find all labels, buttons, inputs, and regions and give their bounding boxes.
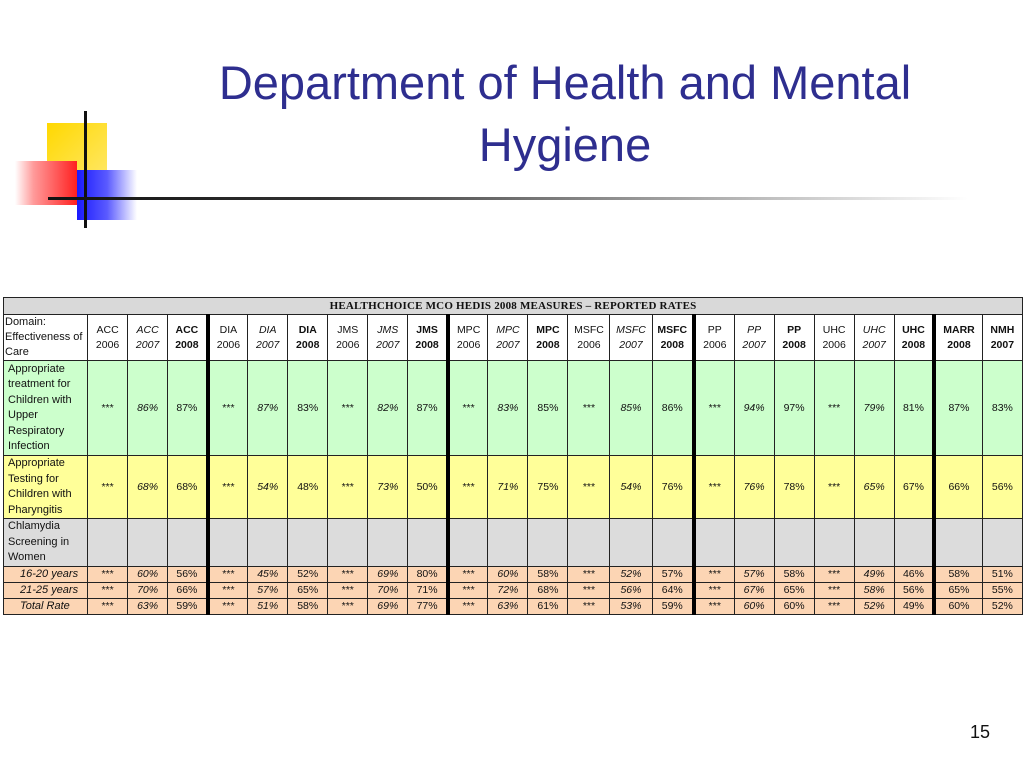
- hedis-table-container: [3, 297, 1023, 615]
- table-cell: 68%: [168, 456, 208, 519]
- table-cell: ***: [694, 582, 734, 598]
- table-cell: [248, 519, 288, 567]
- table-cell: ***: [568, 598, 610, 614]
- table-cell: ***: [328, 566, 368, 582]
- table-cell: 49%: [854, 566, 894, 582]
- table-cell: 57%: [248, 582, 288, 598]
- table-cell: 87%: [408, 361, 448, 456]
- table-cell: 76%: [652, 456, 694, 519]
- table-cell: [368, 519, 408, 567]
- table-cell: 85%: [528, 361, 568, 456]
- table-cell: 87%: [248, 361, 288, 456]
- table-cell: ***: [814, 582, 854, 598]
- table-cell: 51%: [982, 566, 1022, 582]
- table-cell: ***: [328, 361, 368, 456]
- column-header: MPC 2007: [488, 315, 528, 361]
- table-row: [4, 456, 1023, 519]
- table-cell: 65%: [774, 582, 814, 598]
- table-cell: ***: [448, 582, 488, 598]
- table-cell: [894, 519, 934, 567]
- logo-vertical-line: [84, 111, 87, 228]
- table-cell: [774, 519, 814, 567]
- table-cell: 65%: [934, 582, 982, 598]
- table-cell: 48%: [288, 456, 328, 519]
- column-header: PP 2006: [694, 315, 734, 361]
- column-header: DIA 2007: [248, 315, 288, 361]
- table-cell: [328, 519, 368, 567]
- table-cell: [168, 519, 208, 567]
- table-cell: 66%: [934, 456, 982, 519]
- row-label: Appropriate treatment for Children with Upper Respiratory Infection: [4, 361, 88, 456]
- hedis-measures-table: [3, 297, 1023, 615]
- table-cell: 76%: [734, 456, 774, 519]
- table-cell: 52%: [854, 598, 894, 614]
- table-cell: 49%: [894, 598, 934, 614]
- table-cell: 83%: [288, 361, 328, 456]
- table-cell: 60%: [488, 566, 528, 582]
- table-cell: 58%: [528, 566, 568, 582]
- table-cell: 86%: [128, 361, 168, 456]
- table-cell: ***: [568, 361, 610, 456]
- column-header: ACC 2008: [168, 315, 208, 361]
- table-row: [4, 582, 1023, 598]
- column-header: MPC 2006: [448, 315, 488, 361]
- table-cell: [610, 519, 652, 567]
- table-banner: HEALTHCHOICE MCO HEDIS 2008 MEASURES – REPORTED RATES: [4, 298, 1023, 315]
- table-cell: ***: [328, 582, 368, 598]
- table-cell: [982, 519, 1022, 567]
- column-header: NMH 2007: [982, 315, 1022, 361]
- column-header: UHC 2008: [894, 315, 934, 361]
- column-header: ACC 2006: [88, 315, 128, 361]
- table-cell: 78%: [774, 456, 814, 519]
- table-cell: ***: [328, 456, 368, 519]
- column-header: UHC 2007: [854, 315, 894, 361]
- table-cell: 83%: [488, 361, 528, 456]
- table-row: [4, 598, 1023, 614]
- table-cell: ***: [814, 598, 854, 614]
- table-cell: 63%: [488, 598, 528, 614]
- table-cell: 57%: [734, 566, 774, 582]
- table-cell: [288, 519, 328, 567]
- table-cell: ***: [568, 582, 610, 598]
- table-cell: [934, 519, 982, 567]
- column-header: MSFC 2006: [568, 315, 610, 361]
- table-cell: 53%: [610, 598, 652, 614]
- table-cell: [408, 519, 448, 567]
- table-cell: 66%: [168, 582, 208, 598]
- table-cell: ***: [814, 456, 854, 519]
- table-cell: 58%: [288, 598, 328, 614]
- table-cell: 45%: [248, 566, 288, 582]
- table-cell: 68%: [528, 582, 568, 598]
- table-cell: [652, 519, 694, 567]
- table-cell: 94%: [734, 361, 774, 456]
- table-cell: 85%: [610, 361, 652, 456]
- row-label: Chlamydia Screening in Women: [4, 519, 88, 567]
- table-row: [4, 566, 1023, 582]
- table-body: [4, 361, 1023, 615]
- table-cell: 56%: [168, 566, 208, 582]
- table-cell: [528, 519, 568, 567]
- table-cell: ***: [694, 598, 734, 614]
- table-cell: ***: [208, 456, 248, 519]
- table-cell: ***: [88, 598, 128, 614]
- table-cell: [854, 519, 894, 567]
- table-cell: ***: [208, 361, 248, 456]
- table-cell: 65%: [854, 456, 894, 519]
- table-cell: 56%: [610, 582, 652, 598]
- table-cell: 57%: [652, 566, 694, 582]
- table-cell: 68%: [128, 456, 168, 519]
- table-cell: 61%: [528, 598, 568, 614]
- column-header: JMS 2006: [328, 315, 368, 361]
- table-cell: 65%: [288, 582, 328, 598]
- table-cell: ***: [814, 361, 854, 456]
- slide-title: Department of Health and Mental Hygiene: [218, 56, 912, 171]
- row-label: Appropriate Testing for Children with Pharyngitis: [4, 456, 88, 519]
- table-cell: ***: [328, 598, 368, 614]
- column-header: DIA 2006: [208, 315, 248, 361]
- table-cell: [694, 519, 734, 567]
- table-cell: ***: [88, 566, 128, 582]
- table-cell: ***: [88, 456, 128, 519]
- table-cell: 67%: [734, 582, 774, 598]
- column-header: MSFC 2008: [652, 315, 694, 361]
- table-cell: 67%: [894, 456, 934, 519]
- table-cell: ***: [568, 456, 610, 519]
- table-cell: 63%: [128, 598, 168, 614]
- table-cell: ***: [814, 566, 854, 582]
- table-cell: 54%: [610, 456, 652, 519]
- table-cell: 82%: [368, 361, 408, 456]
- table-cell: 77%: [408, 598, 448, 614]
- table-cell: 69%: [368, 598, 408, 614]
- table-cell: 86%: [652, 361, 694, 456]
- table-cell: 52%: [610, 566, 652, 582]
- table-cell: ***: [208, 582, 248, 598]
- table-cell: 73%: [368, 456, 408, 519]
- table-cell: 60%: [934, 598, 982, 614]
- column-header: UHC 2006: [814, 315, 854, 361]
- table-cell: [208, 519, 248, 567]
- table-header-row: [4, 315, 1023, 361]
- column-header: MPC 2008: [528, 315, 568, 361]
- table-cell: 50%: [408, 456, 448, 519]
- table-cell: [568, 519, 610, 567]
- slide-number: 15: [969, 722, 990, 742]
- table-row: [4, 519, 1023, 567]
- table-cell: 69%: [368, 566, 408, 582]
- table-cell: 87%: [934, 361, 982, 456]
- table-cell: 56%: [982, 456, 1022, 519]
- table-cell: ***: [448, 456, 488, 519]
- table-cell: 70%: [128, 582, 168, 598]
- table-cell: 60%: [128, 566, 168, 582]
- table-cell: ***: [88, 582, 128, 598]
- table-cell: 52%: [288, 566, 328, 582]
- column-header: JMS 2008: [408, 315, 448, 361]
- table-cell: ***: [208, 566, 248, 582]
- table-cell: ***: [694, 456, 734, 519]
- table-cell: 70%: [368, 582, 408, 598]
- table-cell: 58%: [854, 582, 894, 598]
- table-cell: ***: [568, 566, 610, 582]
- title-underline: [48, 197, 968, 200]
- table-cell: 64%: [652, 582, 694, 598]
- table-cell: 72%: [488, 582, 528, 598]
- table-cell: [734, 519, 774, 567]
- table-cell: 59%: [652, 598, 694, 614]
- table-cell: 71%: [408, 582, 448, 598]
- column-header: MARR 2008: [934, 315, 982, 361]
- column-header: PP 2008: [774, 315, 814, 361]
- table-cell: 55%: [982, 582, 1022, 598]
- column-header: ACC 2007: [128, 315, 168, 361]
- table-cell: ***: [448, 361, 488, 456]
- domain-header: Domain: Effectiveness of Care: [4, 315, 88, 361]
- table-cell: [448, 519, 488, 567]
- table-cell: 56%: [894, 582, 934, 598]
- table-row: [4, 361, 1023, 456]
- table-cell: 52%: [982, 598, 1022, 614]
- table-cell: ***: [208, 598, 248, 614]
- table-cell: 58%: [934, 566, 982, 582]
- table-cell: ***: [448, 598, 488, 614]
- column-header: JMS 2007: [368, 315, 408, 361]
- table-cell: 59%: [168, 598, 208, 614]
- table-cell: ***: [694, 566, 734, 582]
- table-cell: ***: [694, 361, 734, 456]
- table-cell: 71%: [488, 456, 528, 519]
- table-cell: 60%: [774, 598, 814, 614]
- column-header: PP 2007: [734, 315, 774, 361]
- table-cell: [488, 519, 528, 567]
- table-cell: 80%: [408, 566, 448, 582]
- table-cell: [814, 519, 854, 567]
- row-label: 21-25 years: [4, 582, 88, 598]
- table-cell: 97%: [774, 361, 814, 456]
- table-cell: 79%: [854, 361, 894, 456]
- table-cell: [128, 519, 168, 567]
- table-cell: 87%: [168, 361, 208, 456]
- table-cell: 83%: [982, 361, 1022, 456]
- row-label: Total Rate: [4, 598, 88, 614]
- table-cell: 60%: [734, 598, 774, 614]
- table-cell: 46%: [894, 566, 934, 582]
- table-cell: ***: [448, 566, 488, 582]
- table-cell: 51%: [248, 598, 288, 614]
- table-cell: 75%: [528, 456, 568, 519]
- table-cell: 54%: [248, 456, 288, 519]
- table-cell: ***: [88, 361, 128, 456]
- table-cell: 81%: [894, 361, 934, 456]
- row-label: 16-20 years: [4, 566, 88, 582]
- table-cell: 58%: [774, 566, 814, 582]
- column-header: MSFC 2007: [610, 315, 652, 361]
- column-header: DIA 2008: [288, 315, 328, 361]
- table-cell: [88, 519, 128, 567]
